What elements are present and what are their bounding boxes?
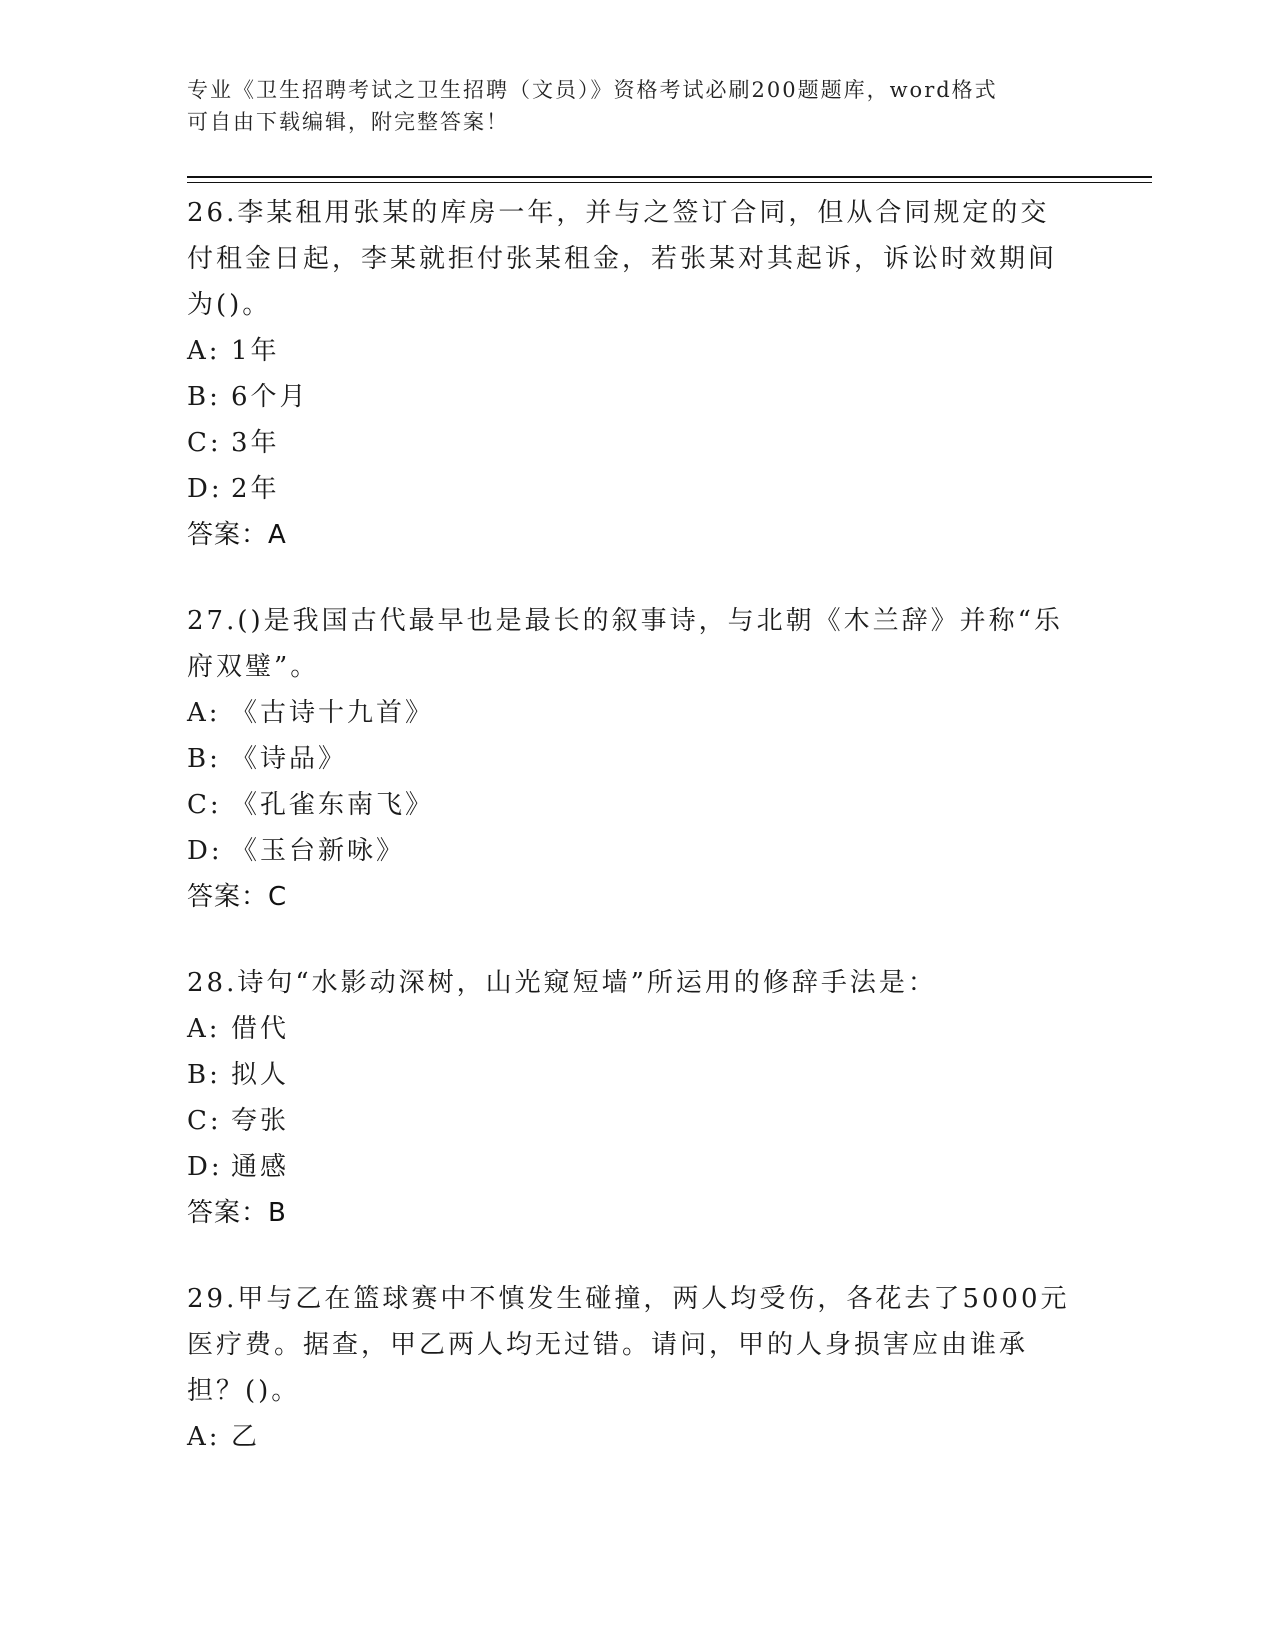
option-b [187,736,1077,782]
option-d [187,1144,1077,1190]
question-stem: 29.甲与乙在篮球赛中不慎发生碰撞，两人均受伤，各花去了5000元医疗费。据查，甲乙两人均无过错。请问，甲的人身损害应由谁承担？()。 [187,1284,1070,1406]
question-26 [187,190,1077,558]
option-a [187,690,1077,736]
option-letter: D: [187,836,223,866]
option-b [187,1052,1077,1098]
option-text: 2年 [231,474,280,504]
option-text: 1年 [231,336,280,366]
header-line-2: 可自由下载编辑，附完整答案！ [187,110,509,134]
option-a [187,328,1077,374]
option-c [187,420,1077,466]
question-28 [187,960,1077,1236]
option-d [187,828,1077,874]
answer-line: 答案：A [187,520,287,550]
option-letter: A: [187,1014,221,1044]
option-letter: B: [187,744,221,774]
option-text: 《孔雀东南飞》 [231,790,435,820]
header-divider-thin [187,182,1152,183]
header-line-1: 专业《卫生招聘考试之卫生招聘（文员）》资格考试必刷200题题库，word格式 [187,78,998,102]
question-list [187,190,1077,1500]
option-b [187,374,1077,420]
option-text: 通感 [231,1152,290,1182]
answer-line: 答案：B [187,1198,287,1228]
option-letter: C: [187,428,222,458]
option-c [187,782,1077,828]
option-text: 《诗品》 [231,744,348,774]
option-letter: C: [187,790,222,820]
option-text: 乙 [231,1422,261,1452]
option-text: 借代 [231,1014,290,1044]
option-letter: D: [187,474,223,504]
option-a [187,1414,1077,1460]
question-29 [187,1276,1077,1460]
option-text: 6个月 [231,382,309,412]
option-letter: B: [187,1060,221,1090]
question-stem: 28.诗句“水影动深树，山光窥短墙”所运用的修辞手法是： [187,968,937,998]
option-letter: D: [187,1152,223,1182]
question-stem: 26.李某租用张某的库房一年，并与之签订合同，但从合同规定的交付租金日起，李某就拒付张某租金，若张某对其起诉，诉讼时效期间为()。 [187,198,1058,320]
option-text: 《玉台新咏》 [231,836,406,866]
answer-line: 答案：C [187,882,288,912]
option-text: 《古诗十九首》 [231,698,435,728]
option-letter: B: [187,382,221,412]
option-text: 夸张 [231,1106,290,1136]
option-letter: A: [187,336,221,366]
option-d [187,466,1077,512]
question-27 [187,598,1077,920]
option-text: 3年 [231,428,280,458]
option-letter: A: [187,1422,221,1452]
header-divider-thick [187,176,1152,178]
option-c [187,1098,1077,1144]
option-a [187,1006,1077,1052]
document-header [187,74,1067,138]
question-stem: 27.()是我国古代最早也是最长的叙事诗，与北朝《木兰辞》并称“乐府双璧”。 [187,606,1063,682]
option-text: 拟人 [231,1060,290,1090]
option-letter: C: [187,1106,222,1136]
option-letter: A: [187,698,221,728]
